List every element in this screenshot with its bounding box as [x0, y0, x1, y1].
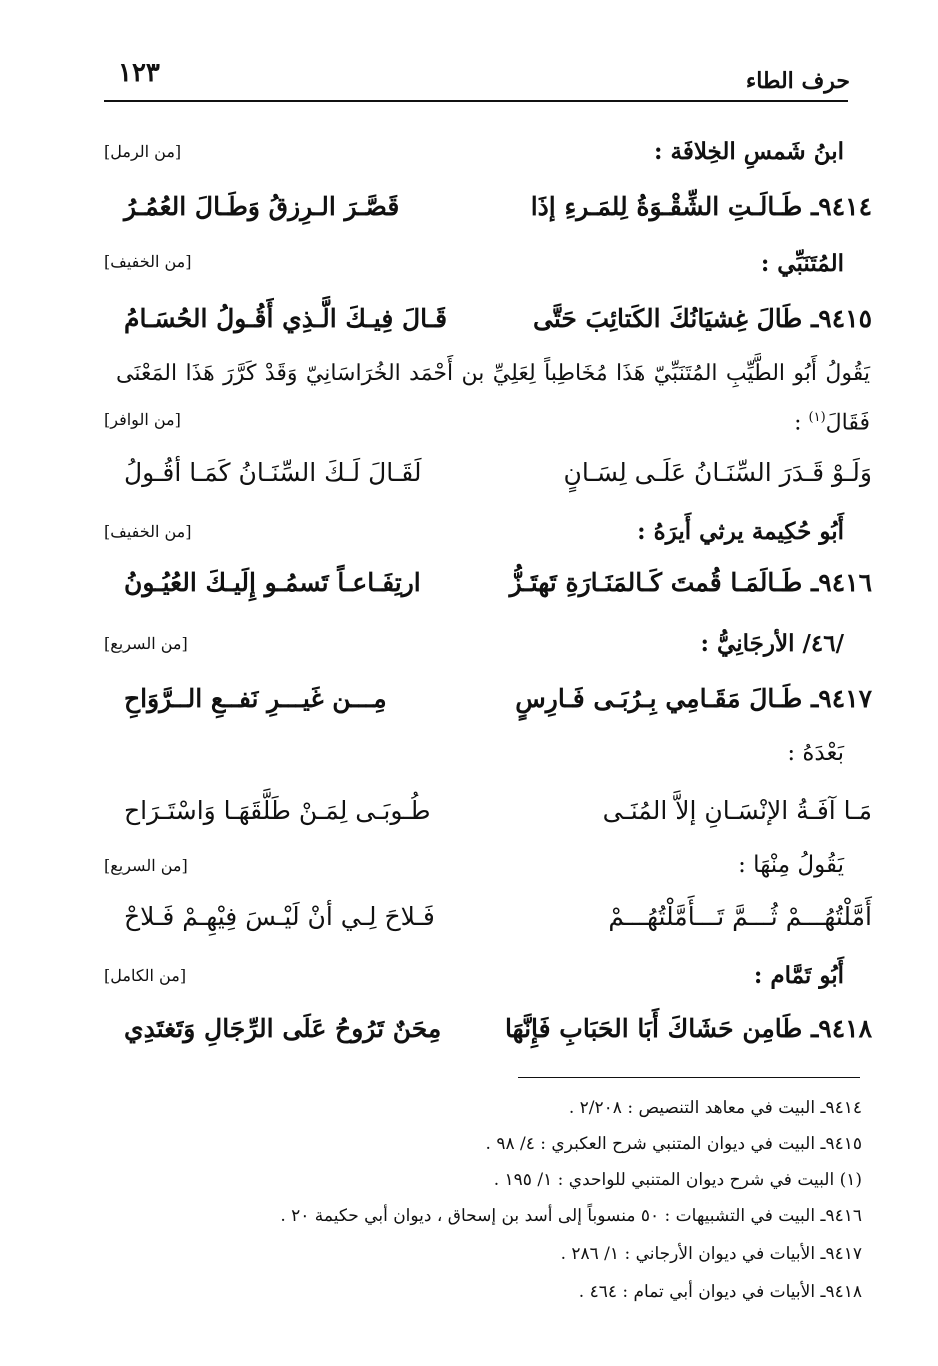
meter-label: [من الوافر] [104, 410, 181, 429]
verse-second-hemistich: مِحَنٌ تَرُوحُ عَلَى الرِّجَالِ وَتَغتَدِي [124, 1013, 442, 1043]
poet-name: أَبُو تَمَّام : [753, 962, 844, 989]
verse-line [124, 786, 872, 834]
poet-name: /٤٦/ الأرجَانِيُّ : [700, 630, 844, 657]
poet-name: المُتَنَبِّي : [760, 250, 844, 277]
verse-first-hemistich: ٩٤١٦ـ طَـالَمَـا قُمتَ كَـالمَنَـارَةِ تَهتَـزُّ [509, 567, 872, 597]
footnote-rule [518, 1077, 860, 1078]
meter-label: [من الكامل] [104, 966, 187, 985]
footnote: ٩٤١٤ـ البيت في معاهد التنصيص : ٢/٢٠٨ . [568, 1098, 862, 1118]
verse-line [124, 892, 872, 940]
meter-label: [من السريع] [104, 634, 188, 653]
meter-label: [من السريع] [104, 856, 188, 875]
verse-first-hemistich: ٩٤١٧ـ طَـالَ مَقَـامِي بِـرُبَـى فَـارِسٍ [515, 683, 872, 713]
meter-label: [من الخفيف] [104, 522, 192, 541]
prose-colon: : [794, 410, 809, 436]
verse-second-hemistich: قَـالَ فِيـكَ الَّـذِي أَقُـولُ الحُسَـامُ [124, 303, 448, 333]
verse-second-hemistich: ارتِفَـاعـاً تَسمُـو إِلَيـكَ العُيُـونُ [124, 567, 421, 597]
verse-second-hemistich: لَقَـالَ لَـكَ السِّنَـانُ كَمَـا أقُـولُ [124, 457, 422, 487]
verse-second-hemistich: فَـلاحَ لِـي أنْ لَيْـسَ فِيْهِـمْ فَـلاحْ [124, 901, 435, 931]
footnote-marker: (١) [808, 410, 826, 425]
prose-paragraph [116, 352, 870, 445]
header-rule [104, 100, 848, 102]
footnote: ٩٤١٦ـ البيت في التشبيهات : ٥٠ منسوباً إلى أسد بن إسحاق ، ديوان أبي حكيمة ٢٠ . [280, 1206, 862, 1226]
poet-name: أَبُو حُكِيمة يرثي أَيرَهُ : [637, 518, 844, 545]
verse-second-hemistich: قَصَّـرَ الـرِزقُ وَطَـالَ العُمُـرُ [124, 191, 400, 221]
footnote: ٩٤١٧ـ الأبيات في ديوان الأرجاني : ١/ ٢٨٦ . [560, 1244, 862, 1264]
poet-name: ابنُ شَمسِ الخِلافَة : [654, 138, 844, 165]
prose-text: يَقُولُ أَبُو الطَّيِّبِ المُتَنَبِّيّ هَذَا مُخَاطِباً لِعَلِيِّ بن أَحْمَد الخُرَاسَانِيّ وَقَدْ كَرَّرَ هَذَا المَعْنَى فَقَالَ [116, 361, 870, 436]
footnote: ٩٤١٥ـ البيت في ديوان المتنبي شرح العكبري : ٤/ ٩٨ . [485, 1134, 862, 1154]
verse-line [124, 558, 872, 606]
page-number: ١٢٣ [118, 58, 160, 88]
verse-first-hemistich: ٩٤١٤ـ طَـالَـتِ الشِّقْـوَةُ لِلمَـرءِ إذَا [530, 191, 872, 221]
verse-line [124, 448, 872, 496]
sub-heading: بَعْدَهُ : [787, 740, 844, 766]
verse-first-hemistich: ٩٤١٨ـ طَامِن حَشَاكَ أَبَا الحَبَابِ فَإِنَّهَا [504, 1013, 872, 1043]
chapter-title: حرف الطاء [745, 68, 850, 94]
poet-name: يَقُولُ مِنْهَا : [738, 852, 844, 878]
meter-label: [من الرمل] [104, 142, 182, 161]
footnote: ٩٤١٨ـ الأبيات في ديوان أبي تمام : ٤٦٤ . [578, 1282, 862, 1302]
footnote: (١) البيت في شرح ديوان المتنبي للواحدي : ١/ ١٩٥ . [493, 1170, 862, 1190]
verse-first-hemistich: ٩٤١٥ـ طَالَ غِشيَانُكَ الكَتائِبَ حَتَّى [533, 303, 872, 333]
verse-line [124, 294, 872, 342]
verse-line [124, 674, 872, 722]
verse-second-hemistich: طُـوبَـى لِمَـنْ طَلَّقَهَـا وَاسْتَـرَاح [124, 795, 431, 825]
verse-first-hemistich: وَلَـوْ قَـدَرَ السِّنَـانُ عَلَـى لِسَـانٍ [563, 457, 872, 487]
verse-second-hemistich: مِـــن غَيـــرِ نَفــعِ الــرَّوَاحِ [124, 683, 387, 713]
verse-first-hemistich: مَـا آفَـةُ الإنْسَـانِ إلاَّ المُنَـى [602, 795, 872, 825]
verse-line [124, 182, 872, 230]
verse-first-hemistich: أَمَّلْتُهُـــمْ ثُـــمَّ تَـــأَمَّلْتُهُـــمْ [608, 901, 872, 931]
verse-line [124, 1004, 872, 1052]
meter-label: [من الخفيف] [104, 252, 192, 271]
